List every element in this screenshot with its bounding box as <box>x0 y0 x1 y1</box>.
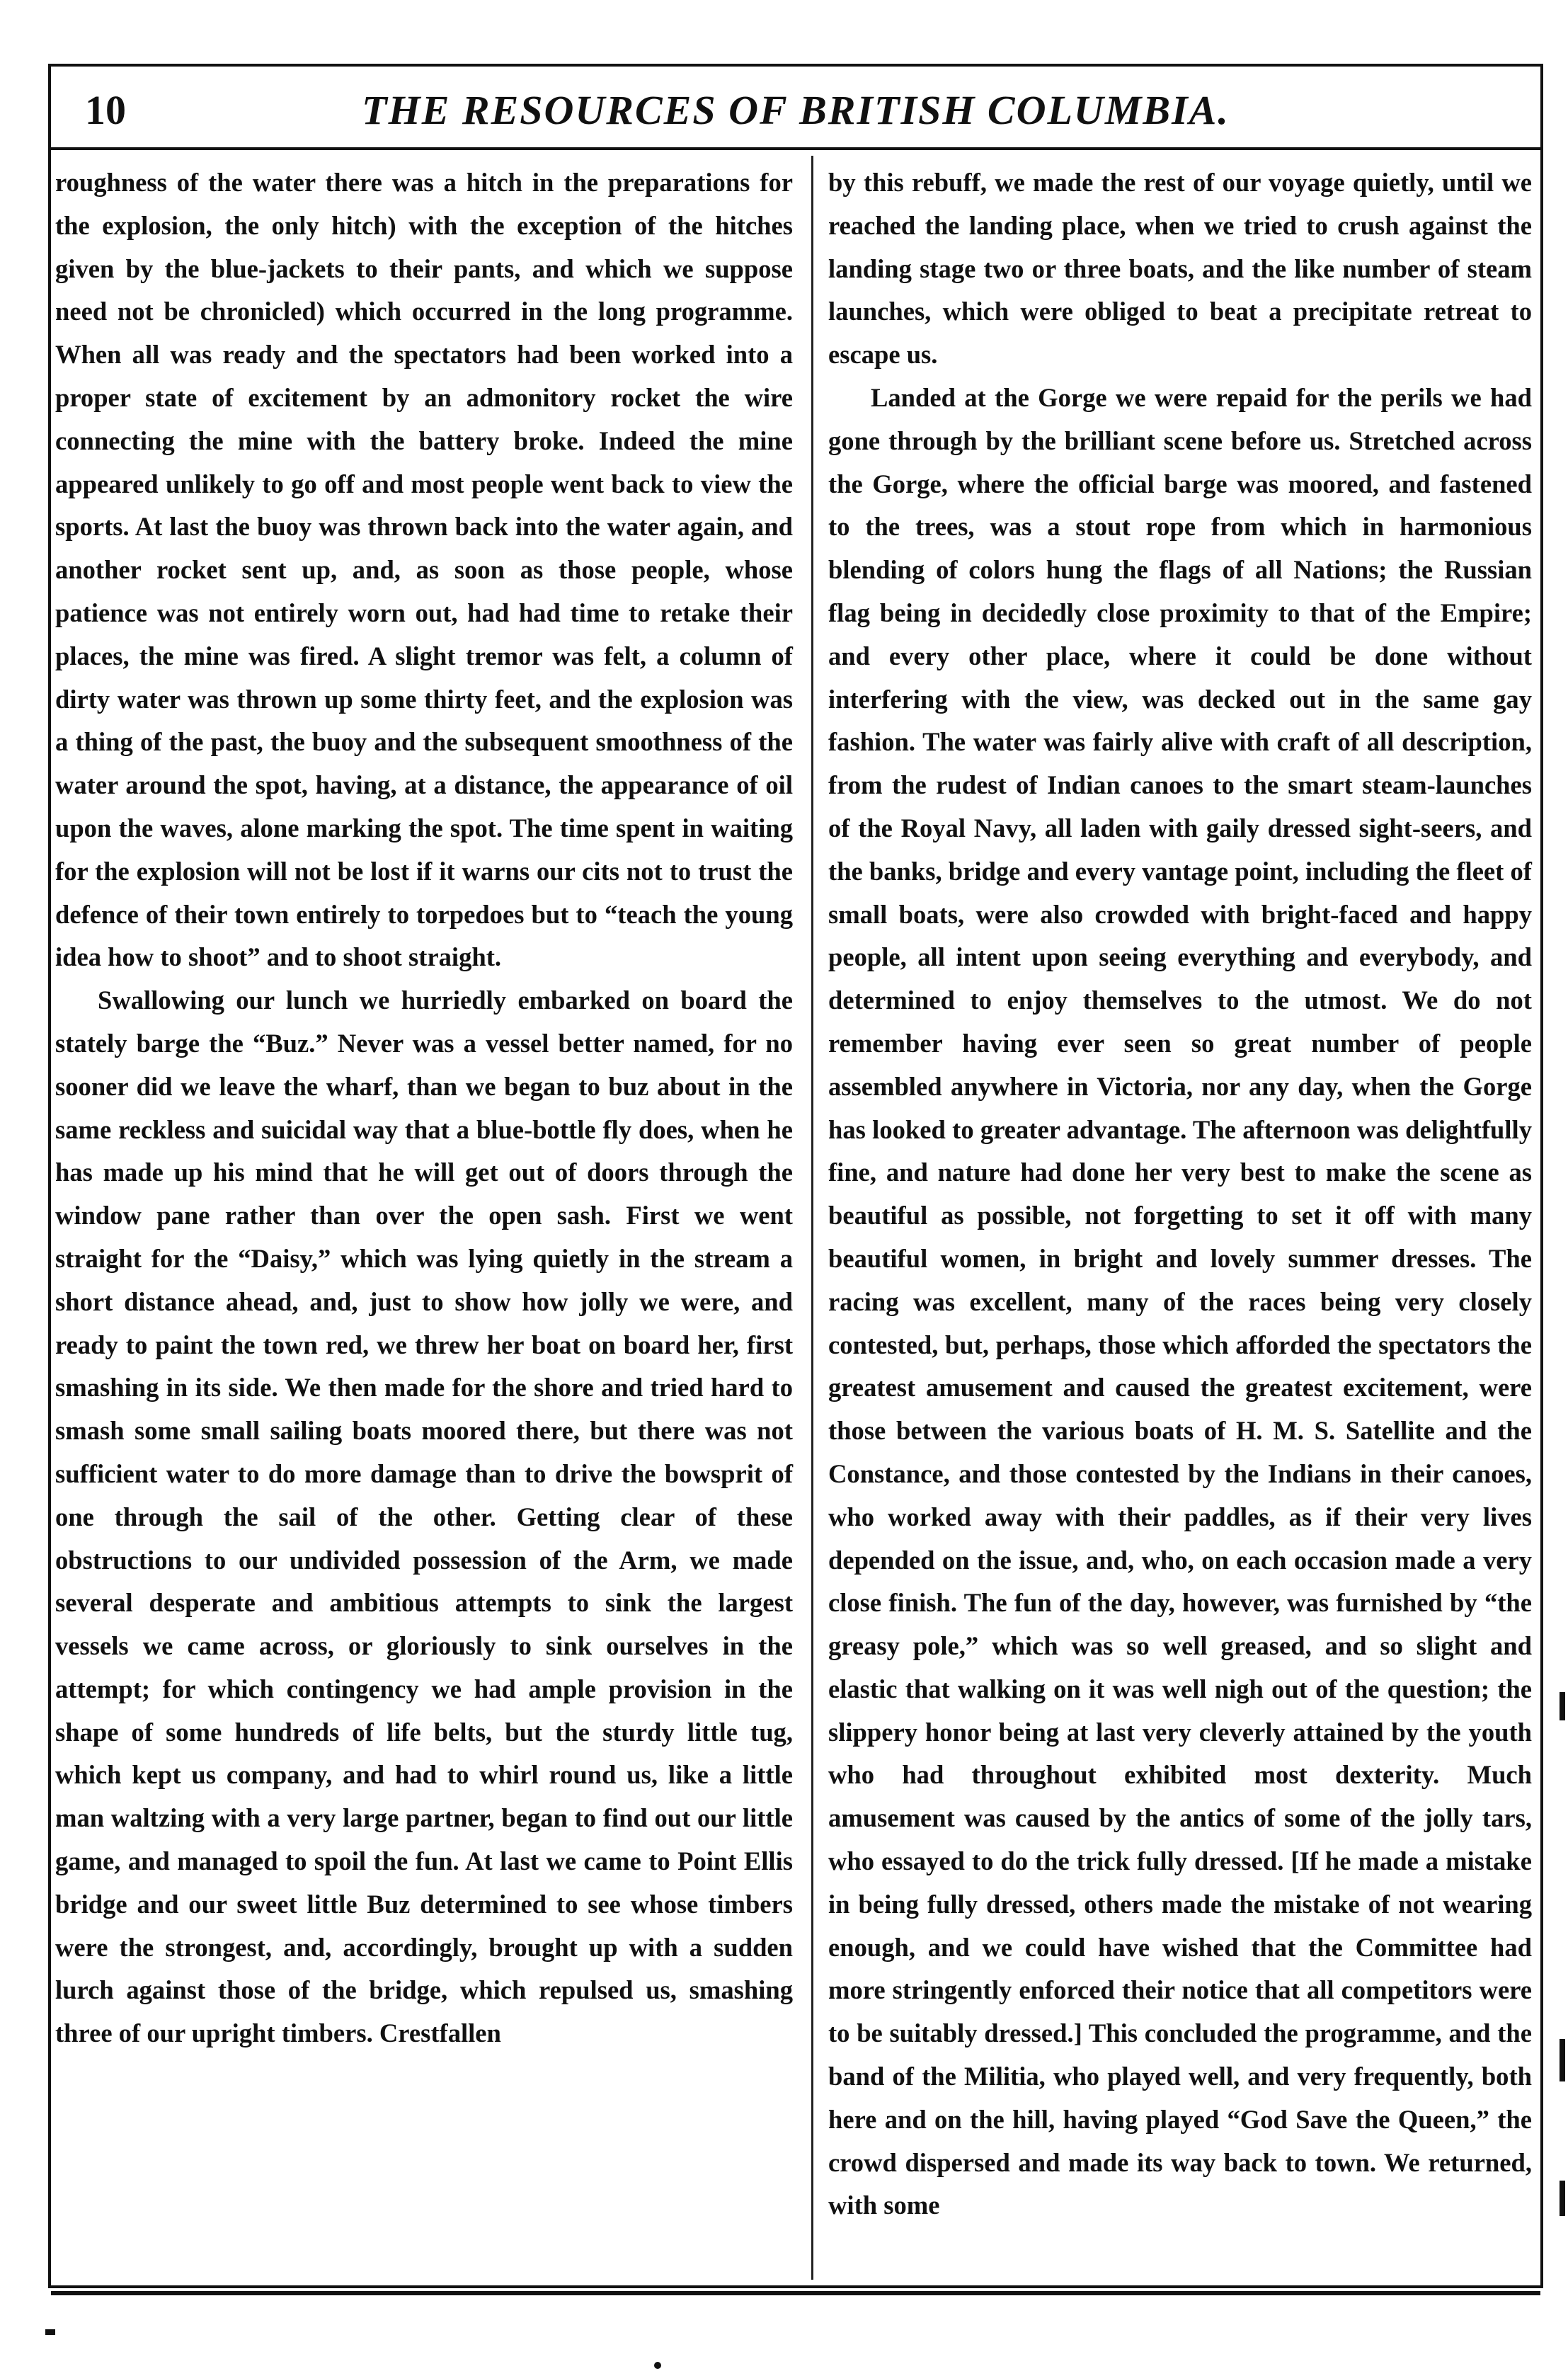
paragraph: roughness of the water there was a hitch in the preparations for the explosion, the only hitch) with the exception of the hitches given by the blue-jackets to their pants, and which we suppose need not be chronicled) which occurred in the long programme. When all was ready and the spectators had been worked into a proper state of excitement by an admonitory rocket the wire connecting the mine with the battery broke. Indeed the mine appeared unlikely to go off and most people went back to view the sports. At last the buoy was thrown back into the water again, and another rocket sent up, and, as soon as those people, whose patience was not entirely worn out, had had time to retake their places, the mine was fired. A slight tremor was felt, a column of dirty water was thrown up some thirty feet, and the explosion was a thing of the past, the buoy and the subsequent smoothness of the water around the spot, having, at a distance, the appearance of oil upon the waves, alone marking the spot. The time spent in waiting for the explosion will not be lost if it warns our cits not to trust the defence of their town entirely to torpedoes but to “teach the young idea how to shoot” and to shoot straight. <box>55 168 793 972</box>
running-head: THE RESOURCES OF BRITISH COLUMBIA. <box>362 87 1230 133</box>
paragraph: by this rebuff, we made the rest of our voyage quietly, until we reached the landing place, when we tried to crush against the landing stage two or three boats, and the like number of steam launches, which were obliged to beat a precipitate retreat to escape us. <box>828 168 1532 370</box>
margin-mark <box>45 2329 55 2335</box>
header-rule <box>51 147 1540 150</box>
page-number: 10 <box>85 87 126 133</box>
edge-mark <box>1560 2181 1565 2216</box>
page-header <box>51 71 1540 149</box>
column-rule <box>811 156 813 2280</box>
edge-mark <box>1560 2039 1565 2081</box>
bottom-rule <box>51 2291 1540 2295</box>
edge-mark <box>1560 1692 1565 1720</box>
left-column <box>55 161 797 2055</box>
footer-mark <box>654 2362 661 2369</box>
paragraph: Landed at the Gorge we were repaid for the perils we had gone through by the brilliant scene before us. Stretched across the Gorge, where the official barge was moored, and fastened to the trees, was a stout rope from which in harmonious blending of colors hung the flags of all Nations; the Russian flag being in decidedly close proximity to that of the Empire; and every other place, where it could be done without interfering with the view, was decked out in the same gay fashion. The water was fairly alive with craft of all description, from the rudest of Indian canoes to the smart steam-launches of the Royal Navy, all laden with gaily dressed sight-seers, and the banks, bridge and every vantage point, including the fleet of small boats, were also crowded with bright-faced and happy people, all intent upon seeing everything and everybody, and determined to enjoy themselves to the utmost. We do not remember having ever seen so great number of people assembled anywhere in Victoria, nor any day, when the Gorge has looked to greater advantage. The afternoon was delightfully fine, and nature had done her very best to make the scene as beautiful as possible, not forgetting to set it off with many beautiful women, in bright and lovely summer dresses. The racing was excellent, many of the races being very closely contested, but, perhaps, those which afforded the spectators the greatest amusement and caused the greatest excitement, were those between the various boats of H. M. S. Satellite and the Constance, and those contested by the Indians in their canoes, who worked away with their paddles, as if their very lives depended on the issue, and, who, on each occasion made a very close finish. The fun of the day, however, was furnished by “the greasy pole,” which was so well greased, and so slight and elastic that walking on it was well nigh out of the question; the slippery honor being at last very cleverly attained by the youth who had throughout exhibited most dexterity. Much amusement was caused by the antics of some of the jolly tars, who essayed to do the trick fully dressed. [If he made a mistake in being fully dressed, others made the mistake of not wearing enough, and we could have wished that the Committee had more stringently enforced their notice that all competitors were to be suitably dressed.] This concluded the programme, and the band of the Militia, who played well, and very frequently, both here and on the hill, having played “God Save the Queen,” the crowd dispersed and made its way back to town. We returned, with some <box>828 382 1532 2220</box>
paragraph: Swallowing our lunch we hurriedly embarked on board the stately barge the “Buz.” Never was a vessel better named, for no sooner did we leave the wharf, than we began to buz about in the same reckless and suicidal way that a blue-bottle fly does, when he has made up his mind that he will get out of doors through the window pane rather than over the open sash. First we went straight for the “Daisy,” which was lying quietly in the stream a short distance ahead, and, just to show how jolly we were, and ready to paint the town red, we threw her boat on board her, first smashing in its side. We then made for the shore and tried hard to smash some small sailing boats moored there, but there was not sufficient water to do more damage than to drive the bowsprit of one through the sail of the other. Getting clear of these obstructions to our undivided possession of the Arm, we made several desperate and ambitious attempts to sink the largest vessels we came across, or gloriously to sink ourselves in the attempt; for which contingency we had ample provision in the shape of some hundreds of life belts, but the sturdy little tug, which kept us company, and had to whirl round us, like a little man waltzing with a very large partner, began to find out our little game, and managed to spoil the fun. At last we came to Point Ellis bridge and our sweet little Buz determined to see whose timbers were the strongest, and, accordingly, brought up with a sudden lurch against those of the bridge, which repulsed us, smashing three of our upright timbers. Crestfallen <box>55 986 793 2048</box>
right-column <box>828 161 1536 2227</box>
